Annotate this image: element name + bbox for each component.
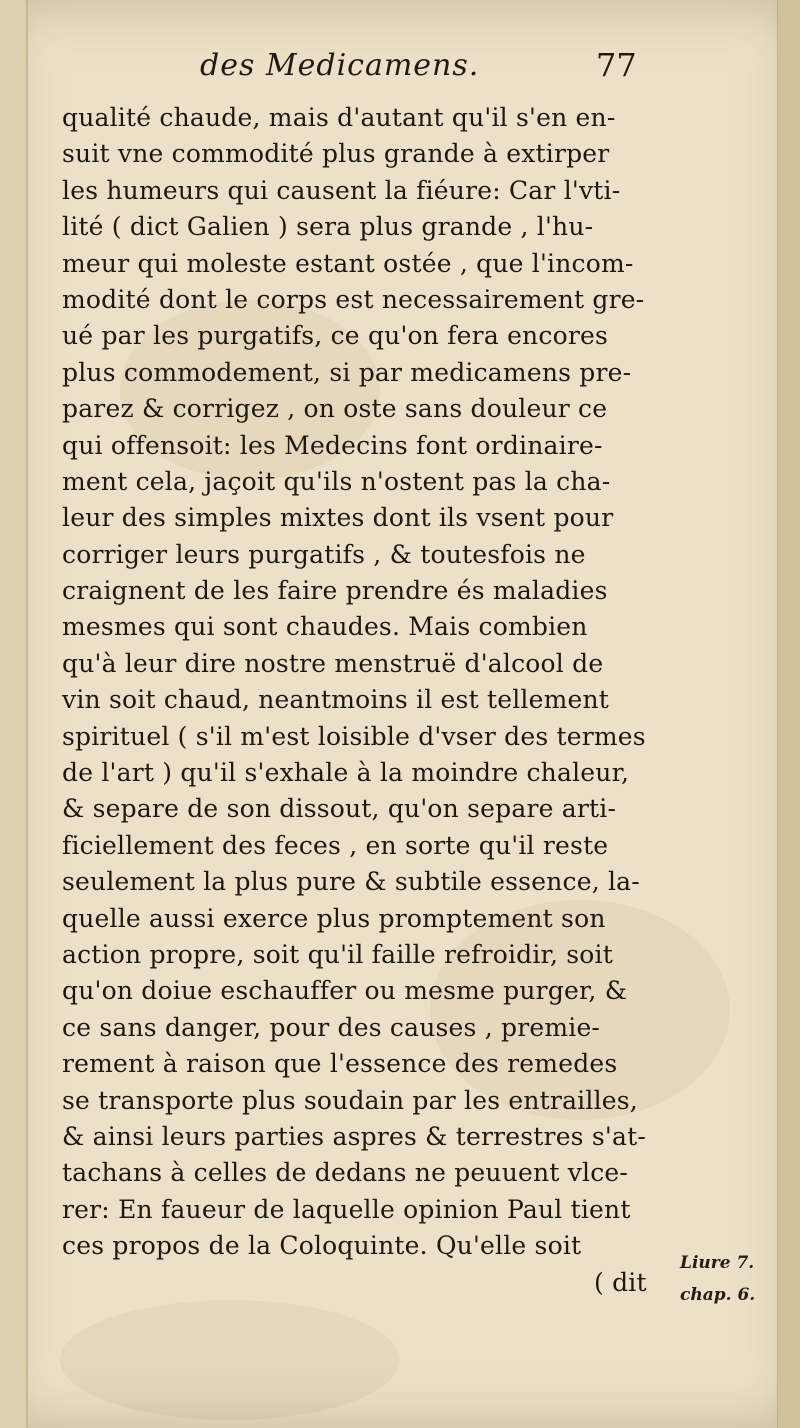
text-line: ment cela, jaçoit qu'ils n'ostent pas la cha-	[62, 466, 611, 496]
text-line: action propre, soit qu'il faille refroidir, soit	[62, 939, 613, 969]
text-line: rer: En faueur de laquelle opinion Paul tient	[62, 1194, 631, 1224]
text-line: corriger leurs purgatifs , & toutesfois ne	[62, 539, 586, 569]
text-line: qu'à leur dire nostre menstruë d'alcool de	[62, 648, 604, 678]
text-line: lité ( dict Galien ) sera plus grande , l'hu-	[62, 212, 594, 242]
text-line: vin soit chaud, neantmoins il est tellement	[62, 685, 610, 715]
text-line: tachans à celles de dedans ne peuuent vlce-	[62, 1158, 629, 1188]
text-line: leur des simples mixtes dont ils vsent pour	[62, 503, 614, 533]
page-number: 77	[596, 46, 637, 84]
text-line: de l'art ) qu'il s'exhale à la moindre chaleur,	[62, 758, 630, 788]
text-line: seulement la plus pure & subtile essence, la-	[62, 867, 640, 897]
catchword: ( dit	[594, 1267, 647, 1297]
text-line: les humeurs qui causent la fiéure: Car l'vti-	[62, 175, 621, 205]
text-line: quelle aussi exerce plus promptement son	[62, 903, 606, 933]
running-head: des Medicamens.	[200, 48, 480, 83]
text-line: & ainsi leurs parties aspres & terrestres s'at-	[62, 1121, 646, 1151]
paper-stain	[60, 1300, 400, 1420]
marginal-note-chapter: chap. 6.	[680, 1285, 756, 1305]
text-line: se transporte plus soudain par les entrailles,	[62, 1085, 638, 1115]
body-text	[62, 100, 672, 1301]
text-line: suit vne commodité plus grande à extirper	[62, 139, 610, 169]
text-line: parez & corrigez , on oste sans douleur ce	[62, 394, 608, 424]
text-line: meur qui moleste estant ostée , que l'incom-	[62, 248, 634, 278]
text-line: craignent de les faire prendre és maladies	[62, 576, 608, 606]
text-line: ué par les purgatifs, ce qu'on fera encores	[62, 321, 608, 351]
text-line: modité dont le corps est necessairement gre-	[62, 284, 645, 314]
text-line: ce sans danger, pour des causes , premie-	[62, 1012, 601, 1042]
text-line: plus commodement, si par medicamens pre-	[62, 357, 632, 387]
page-outer-edge	[777, 0, 800, 1428]
text-line: qu'on doiue eschauffer ou mesme purger, &	[62, 976, 628, 1006]
text-line: spirituel ( s'il m'est loisible d'vser des termes	[62, 721, 646, 751]
marginal-note	[680, 1247, 755, 1311]
text-line: mesmes qui sont chaudes. Mais combien	[62, 612, 588, 642]
text-line: qualité chaude, mais d'autant qu'il s'en en-	[62, 103, 616, 132]
text-line: ficiellement des feces , en sorte qu'il reste	[62, 830, 609, 860]
text-line: ces propos de la Coloquinte. Qu'elle soit	[62, 1231, 582, 1261]
text-line: & separe de son dissout, qu'on separe arti-	[62, 794, 617, 824]
text-line: qui offensoit: les Medecins font ordinaire-	[62, 430, 603, 460]
marginal-note-book: Liure 7.	[680, 1253, 755, 1273]
page-gutter-edge	[0, 0, 28, 1428]
text-line: rement à raison que l'essence des remedes	[62, 1049, 618, 1079]
